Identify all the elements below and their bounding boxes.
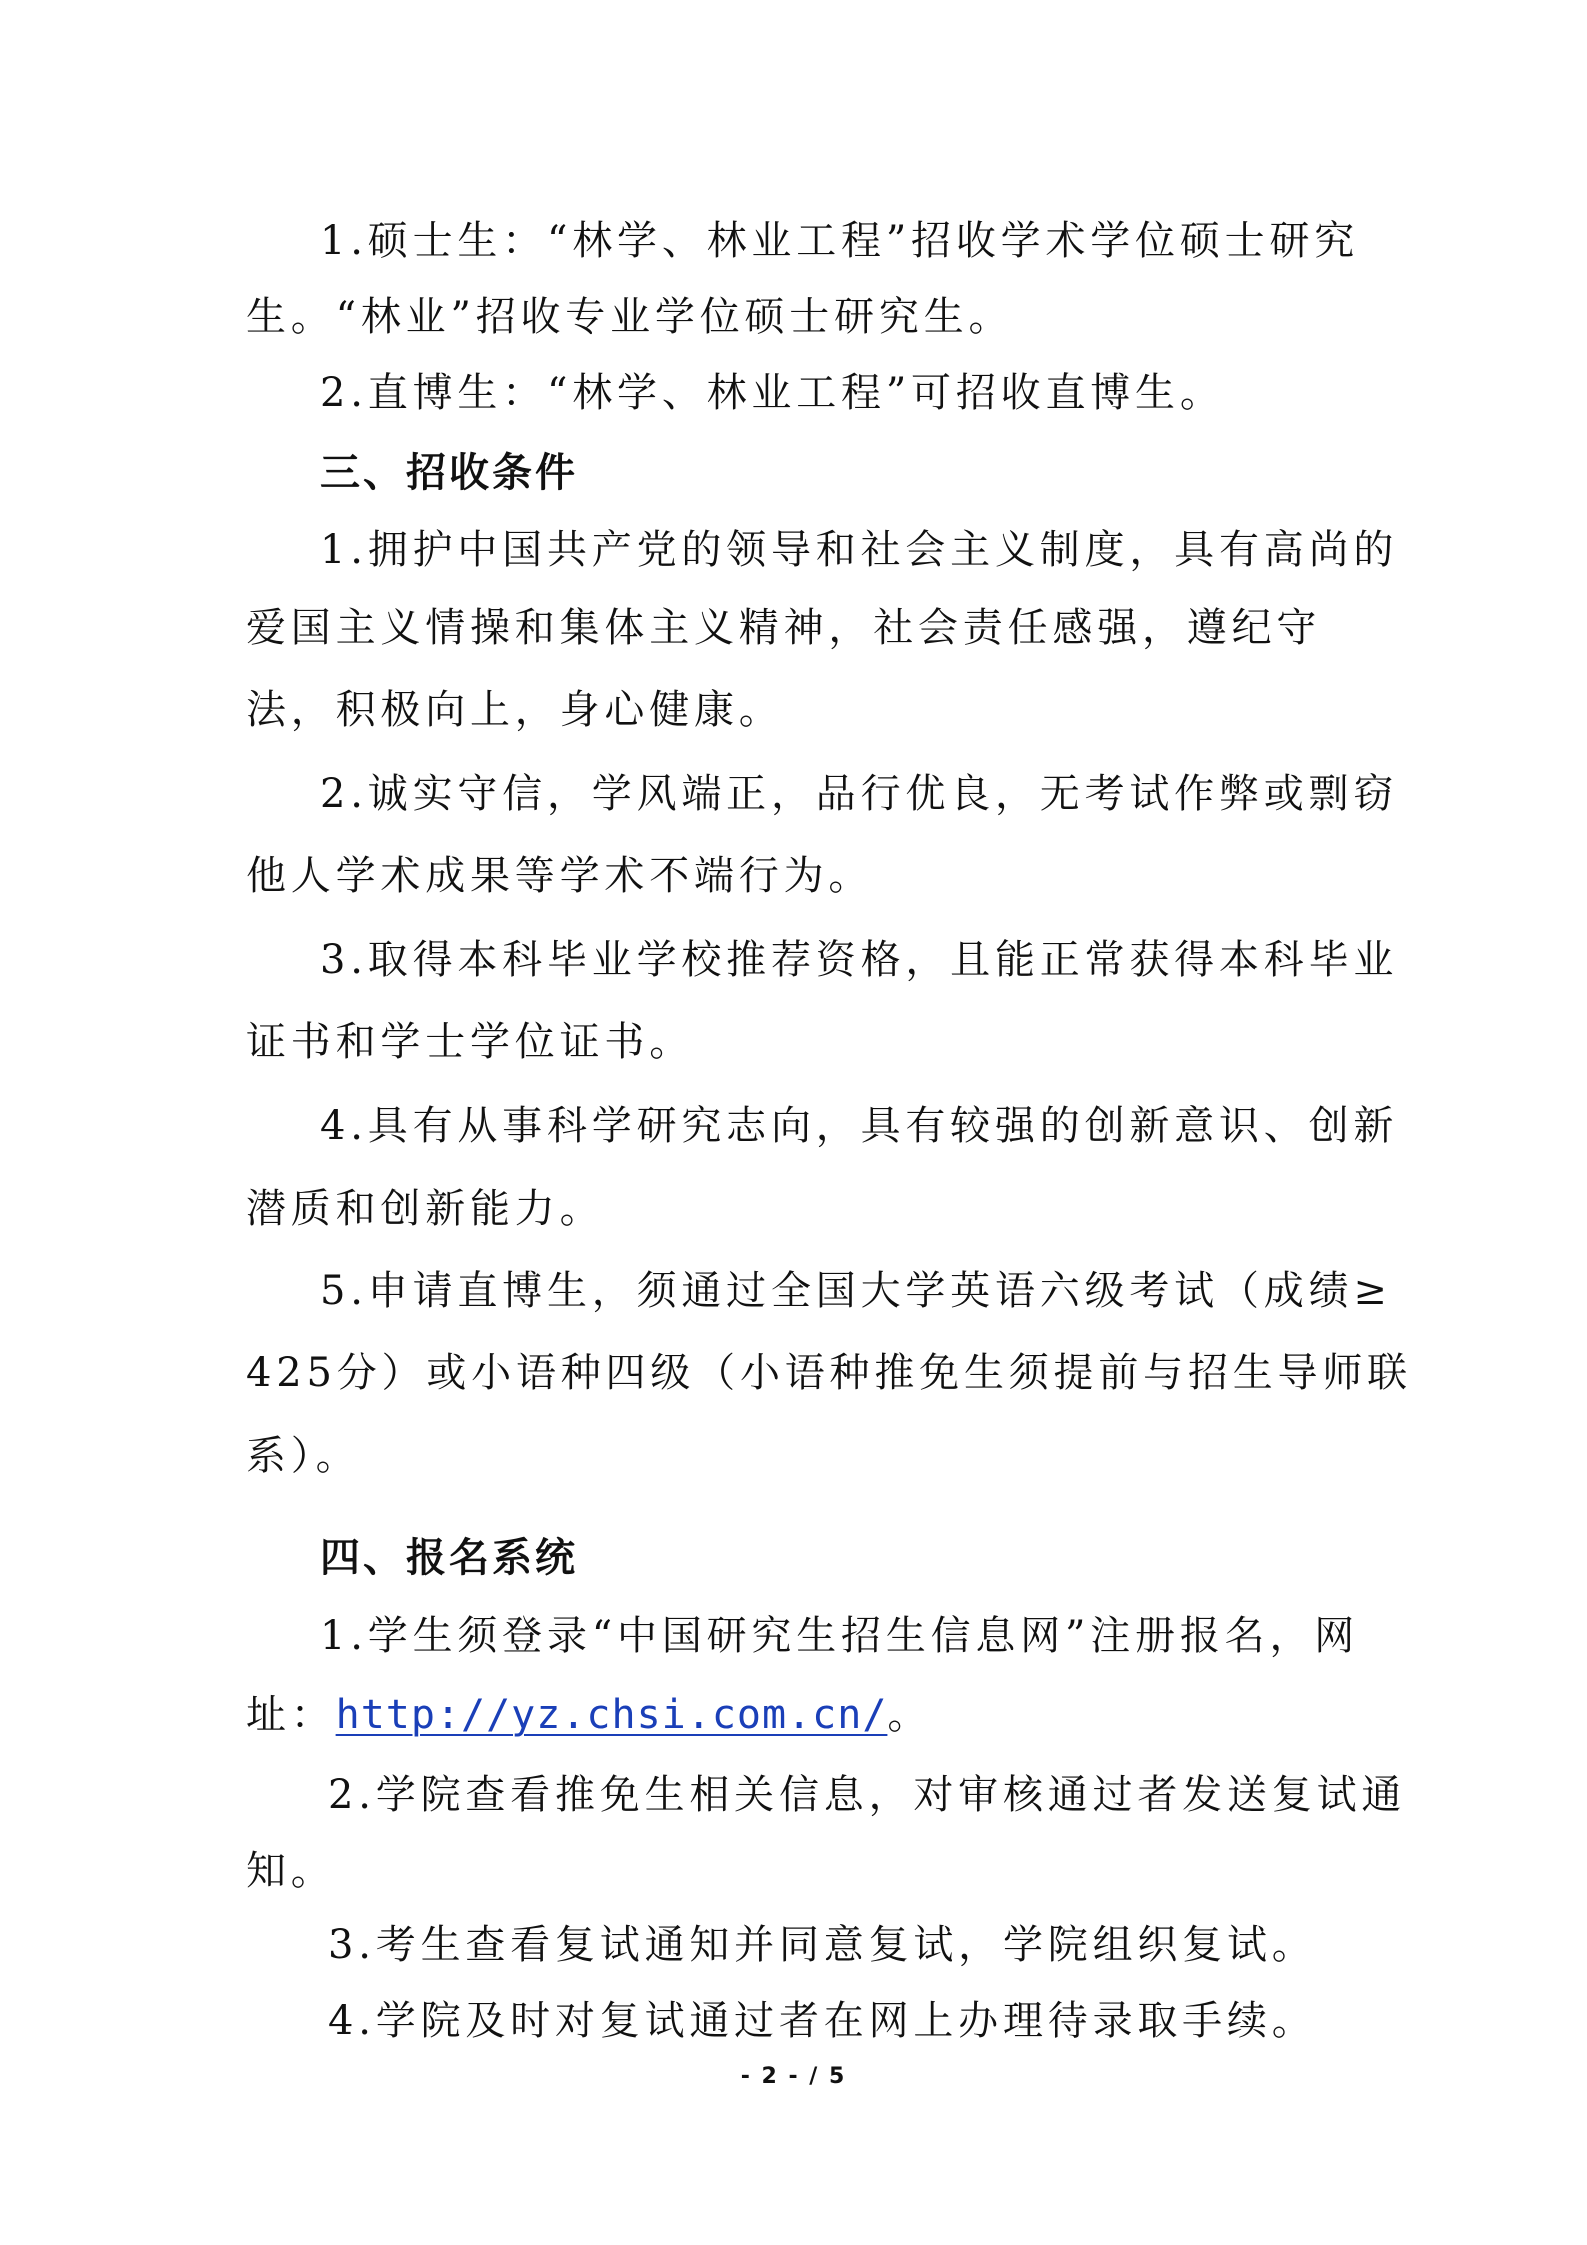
condition-5-line3: 系）。: [246, 1433, 361, 1479]
condition-5-line1: 5.申请直博生，须通过全国大学英语六级考试（成绩≥: [320, 1268, 1392, 1314]
registration-url-prefix: 址：: [246, 1692, 336, 1738]
condition-1-line3: 法，积极向上，身心健康。: [246, 687, 784, 733]
registration-1-line2: [246, 1687, 932, 1743]
registration-2-line2: 知。: [246, 1848, 336, 1894]
condition-1-line2: 爱国主义情操和集体主义精神，社会责任感强，遵纪守: [246, 605, 1322, 651]
condition-2-line2: 他人学术成果等学术不端行为。: [246, 853, 874, 899]
condition-1-line1: 1.拥护中国共产党的领导和社会主义制度，具有高尚的: [320, 527, 1399, 573]
section-heading-conditions: 三、招收条件: [320, 450, 578, 496]
registration-2-line1: 2.学院查看推免生相关信息，对审核通过者发送复试通: [328, 1772, 1407, 1818]
registration-3-line1: 3.考生查看复试通知并同意复试，学院组织复试。: [328, 1922, 1317, 1968]
condition-5-line2: 425分）或小语种四级（小语种推免生须提前与招生导师联: [246, 1350, 1412, 1396]
chsi-website-link[interactable]: http://yz.chsi.com.cn/: [335, 1692, 888, 1738]
registration-url-suffix: 。: [887, 1692, 933, 1738]
section-heading-registration: 四、报名系统: [320, 1535, 578, 1581]
condition-3-line1: 3.取得本科毕业学校推荐资格，且能正常获得本科毕业: [320, 937, 1399, 983]
condition-2-line1: 2.诚实守信，学风端正，品行优良，无考试作弊或剽窃: [320, 771, 1399, 817]
registration-4-line1: 4.学院及时对复试通过者在网上办理待录取手续。: [328, 1998, 1317, 2044]
paragraph-masters-line2: 生。“林业”招收专业学位硕士研究生。: [246, 294, 1014, 340]
condition-4-line1: 4.具有从事科学研究志向，具有较强的创新意识、创新: [320, 1103, 1399, 1149]
condition-3-line2: 证书和学士学位证书。: [246, 1019, 694, 1065]
registration-1-line1: 1.学生须登录“中国研究生招生信息网”注册报名，网: [320, 1613, 1360, 1659]
condition-4-line2: 潜质和创新能力。: [246, 1186, 605, 1232]
paragraph-masters-line1: 1.硕士生：“林学、林业工程”招收学术学位硕士研究: [320, 218, 1360, 264]
paragraph-direct-phd: 2.直博生：“林学、林业工程”可招收直博生。: [320, 370, 1225, 416]
page-number: - 2 - / 5: [740, 2064, 847, 2089]
